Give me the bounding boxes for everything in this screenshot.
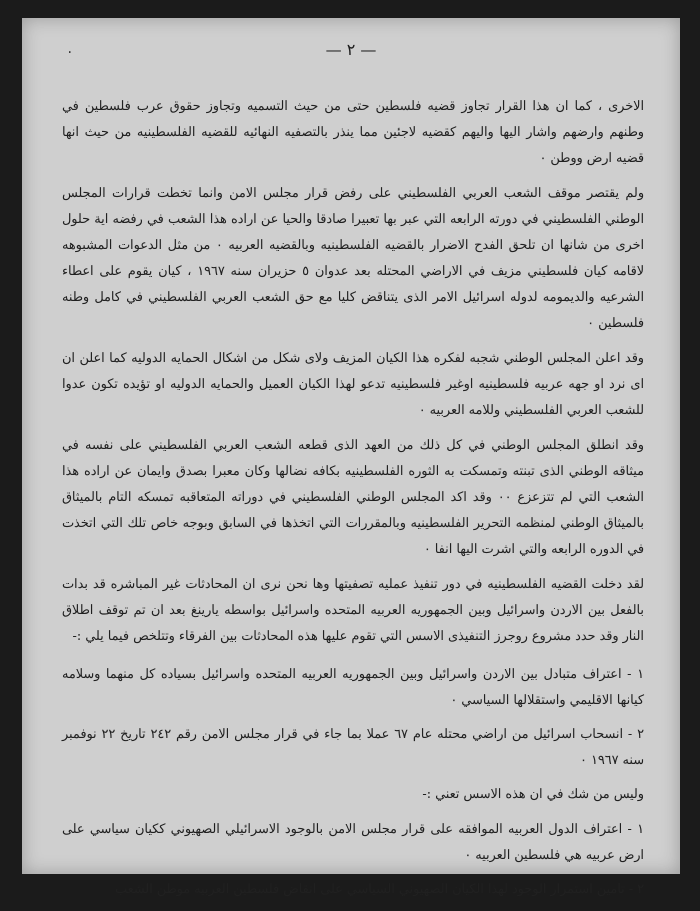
paragraph: لقد دخلت القضيه الفلسطينيه في دور تنفيذ عمليه تصفيتها وها نحن نرى ان المحادثات غير المباشره قد بدات بالفعل بين الاردن واسرائيل وبين الجمهوريه العربيه المتحده واسرائيل بواسطه يارينغ بعد ان تم توقف اطلاق النار وقد حدد مشروع روجرز التنفيذى الاسس التي تقوم عليها هذه المحادثات بين الفرقاء وتتلخص فيما يلي :- xyxy=(62,577,644,644)
paragraph: الاخرى ، كما ان هذا القرار تجاوز قضيه فلسطين حتى من حيث التسميه وتجاوز حقوق عرب فلسطين في وطنهم وارضهم واشار اليها واليهم كقضيه لاجئين مما ينذر بالتصفيه النهائيه للقضيه الفلسطينيه من حيث انها قضيه ارض ووطن ٠ xyxy=(62,99,644,166)
list-item: ١ - اعتراف متبادل بين الاردن واسرائيل وبين الجمهوريه العربيه المتحده واسرائيل بسياده كل منهما وسلامه كيانها الاقليمي واستقلالها السياسي ٠ xyxy=(62,667,644,708)
list-item: ٢ - تامين استمرار الوجود لهذا الكيان الصهيوني السياسي على انقاض فلسطين العربيه موطن الشعب xyxy=(115,882,644,897)
section-intro: وليس من شك في ان هذه الاسس تعني :- xyxy=(422,787,644,802)
document-body xyxy=(62,94,644,911)
paragraph: وقد انطلق المجلس الوطني في كل ذلك من العهد الذى قطعه الشعب العربي الفلسطيني على نفسه في ميثاقه الوطني الذى تبنته وتمسكت به الثوره الفلسطينيه بكافه نضالها وكان معبرا بصدق وايمان عن اراده هذا الشعب التي لم تتزعزع ٠٠ وقد اكد المجلس الوطني الفلسطيني في دوراته المتعاقبه تمسكه التام بالميثاق بالميثاق الوطني لمنظمه التحرير الفلسطينيه وبالمقررات التي اتخذها في السابق وبوجه خاص تلك التي اتخذت في الدوره الرابعه والتي اشرت اليها انفا ٠ xyxy=(62,438,644,557)
paragraph: وقد اعلن المجلس الوطني شجبه لفكره هذا الكيان المزيف ولاى شكل من اشكال الحمايه الدوليه كما اعلن ان اى نرد او جهه عربيه فلسطينيه اوغير فلسطينيه تدعو لهذا الكيان العميل والحمايه الدوليه او تؤيده تكون عدوا للشعب العربي الفلسطيني وللامه العربيه ٠ xyxy=(62,351,644,418)
list-item: ١ - اعتراف الدول العربيه الموافقه على قرار مجلس الامن بالوجود الاسرائيلي الصهيوني ككيان سياسي على ارض عربيه هي فلسطين العربيه ٠ xyxy=(62,822,644,863)
document-page xyxy=(22,18,680,897)
paragraph: ولم يقتصر موقف الشعب العربي الفلسطيني على رفض قرار مجلس الامن وانما تخطت قرارات المجلس الوطني الفلسطيني في دورته الرابعه التي عبر بها تعبيرا صادقا والحيا عن اراده هذا الشعب في رفضه اية حلول اخرى من شانها ان تلحق الفدح الاضرار بالقضيه الفلسطينيه وبالقضيه العربيه ٠ من مثل الدعوات المشبوهه لاقامه كيان فلسطيني مزيف في الاراضي المحتله بعد عدوان ٥ حزيران سنه ١٩٦٧ ، كيان يقوم على اعطاء الشرعيه والديمومه لدوله اسرائيل الامر الذى يتناقض كليا مع حق الشعب العربي الفلسطيني في كامل وطنه فلسطين ٠ xyxy=(62,186,645,331)
page-number: — ٢ — xyxy=(325,40,377,59)
corner-mark: ٠ xyxy=(66,44,74,60)
list-item: ٢ - انسحاب اسرائيل من اراضي محتله عام ٦٧ عملا بما جاء في قرار مجلس الامن رقم ٢٤٢ تاريخ ٢٢ نوفمبر سنه ١٩٦٧ ٠ xyxy=(62,727,644,768)
